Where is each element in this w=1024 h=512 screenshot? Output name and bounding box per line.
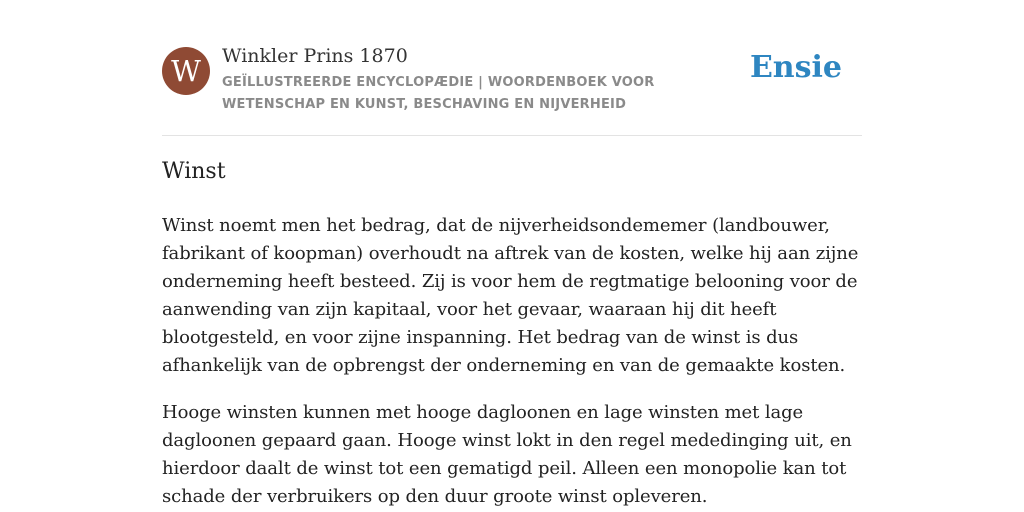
article-paragraph-1: Winst noemt men het bedrag, dat de nijverheidsondememer (landbouwer, fabrikant of koopman) overhoudt na aftrek van de kosten, welke hij aan zijne onderneming heeft besteed. Zij is voor hem de regtmatige belooning voor de aanwending van zijn kapitaal, voor het gevaar, waaraan hij dit heeft blootgesteld, en voor zijne inspanning. Het bedrag van de winst is dus afhankelijk van de opbrengst der onderneming en van de gemaakte kosten. (162, 215, 859, 376)
source-title[interactable]: Winkler Prins 1870 (222, 45, 408, 67)
article-paragraph-2: Hooge winsten kunnen met hooge dagloonen en lage winsten met lage dagloonen gepaard gaan. Hooge winst lokt in den regel mededinging uit, en hierdoor daalt de winst tot een gematigd peil. Alleen een monopolie kan tot schade der verbruikers op den duur groote winst opleveren. (162, 402, 852, 507)
source-avatar[interactable]: W (162, 47, 210, 95)
header-divider (162, 135, 862, 136)
article-title: Winst (162, 159, 226, 184)
ensie-logo[interactable]: Ensie (749, 50, 842, 85)
source-subtitle: GEÏLLUSTREERDE ENCYCLOPÆDIE | WOORDENBOEK VOOR WETENSCHAP EN KUNST, BESCHAVING EN NIJVERHEID (222, 75, 655, 112)
article-body (162, 212, 864, 512)
source-header (162, 44, 862, 116)
